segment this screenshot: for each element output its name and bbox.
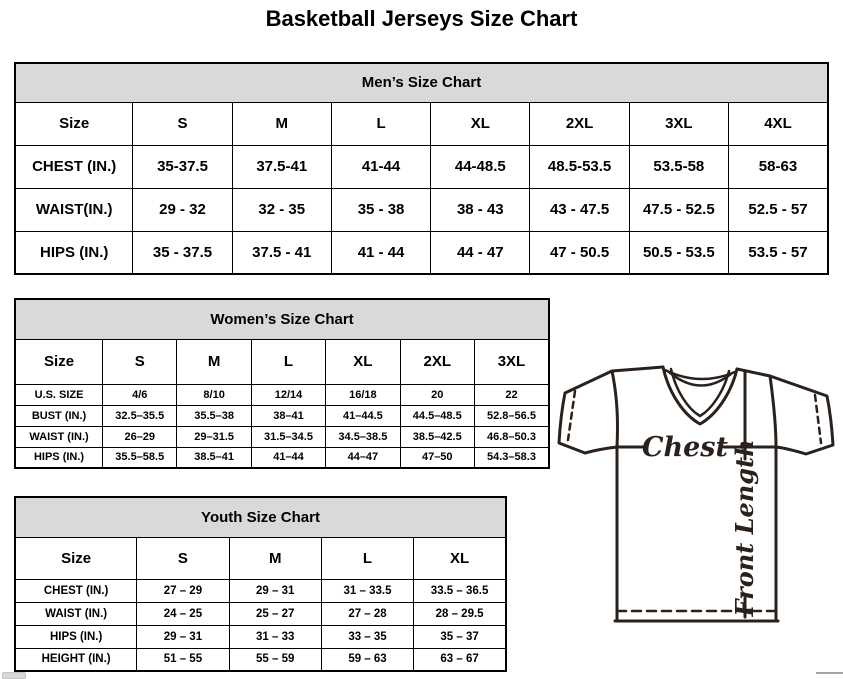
jersey-right-cuff-dashes [815,395,821,443]
value-cell: 44-48.5 [431,145,530,188]
value-cell: 28 – 29.5 [414,602,506,625]
mens-size-chart-table [14,62,829,275]
value-cell: 29–31.5 [177,426,251,447]
value-cell: 37.5 - 41 [232,231,331,274]
value-cell: 52.5 - 57 [728,188,828,231]
header-cell: 3XL [474,339,549,384]
table-row [15,648,506,671]
jersey-shoulder-line [737,369,770,376]
value-cell: 48.5-53.5 [530,145,629,188]
table-header-row [15,537,506,579]
table-row [15,426,549,447]
header-cell: 3XL [629,102,728,145]
row-label-cell: CHEST (IN.) [15,145,133,188]
jersey-measurement-diagram [553,360,840,630]
value-cell: 37.5-41 [232,145,331,188]
table-title-row [15,299,549,339]
page-title: Basketball Jerseys Size Chart [265,6,578,31]
value-cell: 44–47 [326,447,400,468]
value-cell: 33 – 35 [321,625,413,648]
value-cell: 53.5 - 57 [728,231,828,274]
table-row [15,579,506,602]
table-row [15,447,549,468]
value-cell: 35-37.5 [133,145,232,188]
table-row [15,405,549,426]
header-cell: XL [326,339,400,384]
value-cell: 47 - 50.5 [530,231,629,274]
value-cell: 54.3–58.3 [474,447,549,468]
value-cell: 27 – 28 [321,602,413,625]
value-cell: 41–44 [251,447,325,468]
row-label-cell: WAIST(IN.) [15,188,133,231]
header-cell: XL [414,537,506,579]
header-cell: 2XL [530,102,629,145]
womens-chart-title: Women’s Size Chart [15,299,549,339]
table-header-row [15,102,828,145]
value-cell: 32 - 35 [232,188,331,231]
value-cell: 4/6 [103,384,177,405]
header-cell: Size [15,339,103,384]
value-cell: 35 - 37.5 [133,231,232,274]
table-row [15,145,828,188]
jersey-shoulder-line [612,367,663,371]
header-cell: Size [15,102,133,145]
header-cell: S [137,537,229,579]
value-cell: 35.5–58.5 [103,447,177,468]
jersey-left-cuff-dashes [568,391,575,440]
value-cell: 29 – 31 [137,625,229,648]
value-cell: 22 [474,384,549,405]
value-cell: 52.8–56.5 [474,405,549,426]
row-label-cell: BUST (IN.) [15,405,103,426]
front-length-label: Front Length [730,439,759,617]
value-cell: 38 - 43 [431,188,530,231]
value-cell: 24 – 25 [137,602,229,625]
value-cell: 35 – 37 [414,625,506,648]
value-cell: 43 - 47.5 [530,188,629,231]
value-cell: 38.5–41 [177,447,251,468]
horizontal-scrollbar-track[interactable] [816,672,843,674]
value-cell: 47–50 [400,447,474,468]
value-cell: 33.5 – 36.5 [414,579,506,602]
value-cell: 47.5 - 52.5 [629,188,728,231]
table-row [15,602,506,625]
jersey-left-seam [612,371,617,447]
value-cell: 25 – 27 [229,602,321,625]
header-cell: S [133,102,232,145]
value-cell: 8/10 [177,384,251,405]
header-cell: L [251,339,325,384]
womens-size-chart-table [14,298,550,469]
value-cell: 50.5 - 53.5 [629,231,728,274]
value-cell: 41–44.5 [326,405,400,426]
jersey-right-sleeve [770,376,833,454]
value-cell: 35 - 38 [331,188,430,231]
value-cell: 31 – 33.5 [321,579,413,602]
row-label-cell: WAIST (IN.) [15,426,103,447]
header-cell: 4XL [728,102,828,145]
value-cell: 41-44 [331,145,430,188]
value-cell: 63 – 67 [414,648,506,671]
header-cell: M [229,537,321,579]
header-cell: L [321,537,413,579]
value-cell: 51 – 55 [137,648,229,671]
value-cell: 59 – 63 [321,648,413,671]
value-cell: 16/18 [326,384,400,405]
value-cell: 44.5–48.5 [400,405,474,426]
value-cell: 29 - 32 [133,188,232,231]
table-title-row [15,63,828,102]
row-label-cell: HIPS (IN.) [15,625,137,648]
value-cell: 46.8–50.3 [474,426,549,447]
value-cell: 38.5–42.5 [400,426,474,447]
value-cell: 53.5-58 [629,145,728,188]
value-cell: 31.5–34.5 [251,426,325,447]
header-cell: XL [431,102,530,145]
header-cell: S [103,339,177,384]
header-cell: 2XL [400,339,474,384]
value-cell: 41 - 44 [331,231,430,274]
value-cell: 55 – 59 [229,648,321,671]
value-cell: 27 – 29 [137,579,229,602]
table-row [15,625,506,648]
value-cell: 29 – 31 [229,579,321,602]
horizontal-scrollbar-thumb[interactable] [2,672,26,679]
value-cell: 34.5–38.5 [326,426,400,447]
value-cell: 20 [400,384,474,405]
row-label-cell: U.S. SIZE [15,384,103,405]
row-label-cell: HIPS (IN.) [15,447,103,468]
value-cell: 26–29 [103,426,177,447]
youth-chart-title: Youth Size Chart [15,497,506,537]
table-row [15,231,828,274]
value-cell: 58-63 [728,145,828,188]
chest-label: Chest [642,432,728,463]
value-cell: 12/14 [251,384,325,405]
value-cell: 32.5–35.5 [103,405,177,426]
row-label-cell: CHEST (IN.) [15,579,137,602]
table-title-row [15,497,506,537]
table-row [15,188,828,231]
header-cell: L [331,102,430,145]
youth-size-chart-table [14,496,507,672]
value-cell: 38–41 [251,405,325,426]
value-cell: 44 - 47 [431,231,530,274]
header-cell: Size [15,537,137,579]
row-label-cell: HEIGHT (IN.) [15,648,137,671]
jersey-right-seam [770,376,776,447]
mens-chart-title: Men’s Size Chart [15,63,828,102]
row-label-cell: HIPS (IN.) [15,231,133,274]
header-cell: M [177,339,251,384]
value-cell: 35.5–38 [177,405,251,426]
row-label-cell: WAIST (IN.) [15,602,137,625]
value-cell: 31 – 33 [229,625,321,648]
table-row [15,384,549,405]
header-cell: M [232,102,331,145]
table-header-row [15,339,549,384]
